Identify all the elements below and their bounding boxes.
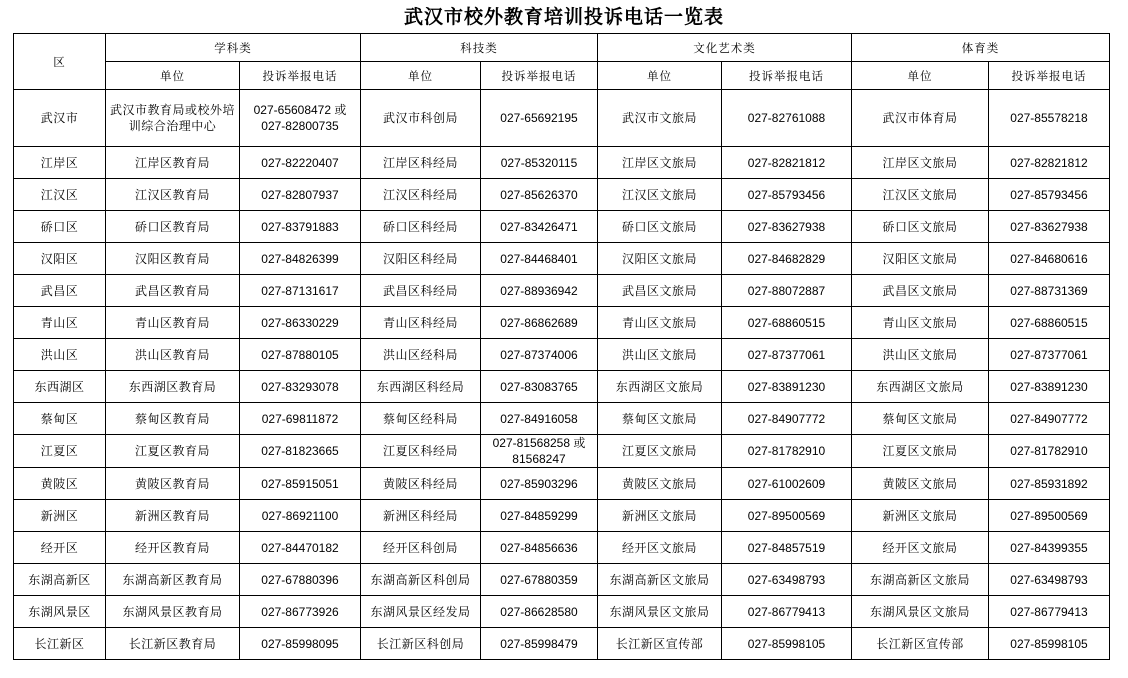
sport-phone-cell: 027-84680616 [989, 243, 1110, 275]
tech-unit-cell: 新洲区科经局 [361, 500, 481, 532]
complaint-phone-table [13, 33, 1110, 660]
district-cell: 江夏区 [14, 435, 106, 468]
subject-phone-cell: 027-82807937 [240, 179, 361, 211]
sport-unit-cell: 洪山区文旅局 [852, 339, 989, 371]
sport-phone-cell: 027-88731369 [989, 275, 1110, 307]
subject-unit-cell: 黄陂区教育局 [106, 468, 240, 500]
tech-phone-cell: 027-65692195 [481, 90, 598, 147]
sport-phone-cell: 027-86779413 [989, 596, 1110, 628]
header-district: 区 [14, 34, 106, 90]
tech-unit-cell: 武汉市科创局 [361, 90, 481, 147]
art-unit-cell: 洪山区文旅局 [598, 339, 722, 371]
table-row [14, 275, 1110, 307]
district-cell: 硚口区 [14, 211, 106, 243]
sport-phone-cell: 027-85998105 [989, 628, 1110, 660]
header-group-subject: 学科类 [106, 34, 361, 62]
table-row [14, 307, 1110, 339]
subject-phone-cell: 027-84470182 [240, 532, 361, 564]
district-cell: 新洲区 [14, 500, 106, 532]
art-phone-cell: 027-61002609 [722, 468, 852, 500]
tech-unit-cell: 江汉区科经局 [361, 179, 481, 211]
tech-unit-cell: 江夏区科经局 [361, 435, 481, 468]
art-phone-cell: 027-81782910 [722, 435, 852, 468]
art-phone-cell: 027-87377061 [722, 339, 852, 371]
art-unit-cell: 蔡甸区文旅局 [598, 403, 722, 435]
tech-unit-cell: 青山区科经局 [361, 307, 481, 339]
table-row [14, 403, 1110, 435]
page-title: 武汉市校外教育培训投诉电话一览表 [403, 6, 724, 28]
sport-phone-cell: 027-84399355 [989, 532, 1110, 564]
art-unit-cell: 硚口区文旅局 [598, 211, 722, 243]
table-row [14, 435, 1110, 468]
tech-unit-cell: 东湖高新区科创局 [361, 564, 481, 596]
tech-unit-cell: 硚口区科经局 [361, 211, 481, 243]
district-cell: 东西湖区 [14, 371, 106, 403]
subject-unit-cell: 长江新区教育局 [106, 628, 240, 660]
tech-phone-cell: 027-85320115 [481, 147, 598, 179]
subject-phone-cell: 027-86921100 [240, 500, 361, 532]
sport-phone-cell: 027-83891230 [989, 371, 1110, 403]
table-row [14, 500, 1110, 532]
subject-unit-cell: 经开区教育局 [106, 532, 240, 564]
tech-phone-cell: 027-84859299 [481, 500, 598, 532]
subject-unit-cell: 武汉市教育局或校外培训综合治理中心 [106, 90, 240, 147]
subject-phone-cell: 027-85998095 [240, 628, 361, 660]
header-phone: 投诉举报电话 [481, 62, 598, 90]
table-row [14, 532, 1110, 564]
table-row [14, 596, 1110, 628]
district-cell: 青山区 [14, 307, 106, 339]
table-row [14, 339, 1110, 371]
header-phone: 投诉举报电话 [989, 62, 1110, 90]
art-phone-cell: 027-86779413 [722, 596, 852, 628]
district-cell: 江岸区 [14, 147, 106, 179]
art-unit-cell: 黄陂区文旅局 [598, 468, 722, 500]
sport-phone-cell: 027-85793456 [989, 179, 1110, 211]
tech-phone-cell: 027-81568258 或 81568247 [481, 435, 598, 468]
tech-phone-cell: 027-86862689 [481, 307, 598, 339]
table-row [14, 211, 1110, 243]
art-unit-cell: 江汉区文旅局 [598, 179, 722, 211]
district-cell: 蔡甸区 [14, 403, 106, 435]
table-row [14, 90, 1110, 147]
subject-unit-cell: 硚口区教育局 [106, 211, 240, 243]
art-phone-cell: 027-84907772 [722, 403, 852, 435]
subject-unit-cell: 武昌区教育局 [106, 275, 240, 307]
subject-unit-cell: 洪山区教育局 [106, 339, 240, 371]
subject-unit-cell: 东西湖区教育局 [106, 371, 240, 403]
subject-unit-cell: 蔡甸区教育局 [106, 403, 240, 435]
sport-unit-cell: 蔡甸区文旅局 [852, 403, 989, 435]
art-phone-cell: 027-84857519 [722, 532, 852, 564]
art-unit-cell: 经开区文旅局 [598, 532, 722, 564]
subject-phone-cell: 027-87880105 [240, 339, 361, 371]
subject-phone-cell: 027-81823665 [240, 435, 361, 468]
district-cell: 洪山区 [14, 339, 106, 371]
header-phone: 投诉举报电话 [240, 62, 361, 90]
tech-unit-cell: 经开区科创局 [361, 532, 481, 564]
subject-phone-cell: 027-87131617 [240, 275, 361, 307]
sport-unit-cell: 江汉区文旅局 [852, 179, 989, 211]
tech-unit-cell: 黄陂区科经局 [361, 468, 481, 500]
sport-unit-cell: 江岸区文旅局 [852, 147, 989, 179]
sport-unit-cell: 东湖风景区文旅局 [852, 596, 989, 628]
subject-phone-cell: 027-65608472 或 027-82800735 [240, 90, 361, 147]
art-unit-cell: 武昌区文旅局 [598, 275, 722, 307]
art-unit-cell: 长江新区宣传部 [598, 628, 722, 660]
art-phone-cell: 027-82761088 [722, 90, 852, 147]
tech-phone-cell: 027-83083765 [481, 371, 598, 403]
art-unit-cell: 汉阳区文旅局 [598, 243, 722, 275]
district-cell: 黄陂区 [14, 468, 106, 500]
tech-phone-cell: 027-86628580 [481, 596, 598, 628]
sport-unit-cell: 汉阳区文旅局 [852, 243, 989, 275]
tech-unit-cell: 汉阳区科经局 [361, 243, 481, 275]
subject-unit-cell: 江岸区教育局 [106, 147, 240, 179]
subject-phone-cell: 027-69811872 [240, 403, 361, 435]
subject-phone-cell: 027-82220407 [240, 147, 361, 179]
art-phone-cell: 027-83891230 [722, 371, 852, 403]
header-group-art: 文化艺术类 [598, 34, 852, 62]
tech-unit-cell: 长江新区科创局 [361, 628, 481, 660]
sport-phone-cell: 027-89500569 [989, 500, 1110, 532]
sport-unit-cell: 黄陂区文旅局 [852, 468, 989, 500]
art-unit-cell: 武汉市文旅局 [598, 90, 722, 147]
art-phone-cell: 027-82821812 [722, 147, 852, 179]
table-row [14, 468, 1110, 500]
subject-phone-cell: 027-85915051 [240, 468, 361, 500]
subject-phone-cell: 027-86330229 [240, 307, 361, 339]
tech-phone-cell: 027-85626370 [481, 179, 598, 211]
tech-phone-cell: 027-85998479 [481, 628, 598, 660]
sport-phone-cell: 027-82821812 [989, 147, 1110, 179]
header-row-groups [14, 34, 1110, 62]
subject-phone-cell: 027-83791883 [240, 211, 361, 243]
tech-unit-cell: 东西湖区科经局 [361, 371, 481, 403]
art-unit-cell: 东西湖区文旅局 [598, 371, 722, 403]
sport-phone-cell: 027-85931892 [989, 468, 1110, 500]
tech-phone-cell: 027-87374006 [481, 339, 598, 371]
header-group-tech: 科技类 [361, 34, 598, 62]
table-row [14, 628, 1110, 660]
art-phone-cell: 027-88072887 [722, 275, 852, 307]
header-unit: 单位 [106, 62, 240, 90]
table-row [14, 147, 1110, 179]
header-unit: 单位 [852, 62, 989, 90]
district-cell: 东湖高新区 [14, 564, 106, 596]
sport-phone-cell: 027-87377061 [989, 339, 1110, 371]
subject-phone-cell: 027-84826399 [240, 243, 361, 275]
subject-unit-cell: 江夏区教育局 [106, 435, 240, 468]
header-group-sport: 体育类 [852, 34, 1110, 62]
subject-unit-cell: 青山区教育局 [106, 307, 240, 339]
table-row [14, 179, 1110, 211]
art-phone-cell: 027-84682829 [722, 243, 852, 275]
art-phone-cell: 027-83627938 [722, 211, 852, 243]
sport-phone-cell: 027-68860515 [989, 307, 1110, 339]
district-cell: 武昌区 [14, 275, 106, 307]
subject-unit-cell: 江汉区教育局 [106, 179, 240, 211]
district-cell: 江汉区 [14, 179, 106, 211]
sport-phone-cell: 027-85578218 [989, 90, 1110, 147]
subject-phone-cell: 027-67880396 [240, 564, 361, 596]
district-cell: 汉阳区 [14, 243, 106, 275]
sport-unit-cell: 武昌区文旅局 [852, 275, 989, 307]
table-row [14, 564, 1110, 596]
district-cell: 武汉市 [14, 90, 106, 147]
art-unit-cell: 江岸区文旅局 [598, 147, 722, 179]
tech-unit-cell: 东湖风景区经发局 [361, 596, 481, 628]
sport-unit-cell: 武汉市体育局 [852, 90, 989, 147]
sport-phone-cell: 027-63498793 [989, 564, 1110, 596]
subject-phone-cell: 027-86773926 [240, 596, 361, 628]
subject-unit-cell: 东湖高新区教育局 [106, 564, 240, 596]
sport-unit-cell: 江夏区文旅局 [852, 435, 989, 468]
sport-unit-cell: 青山区文旅局 [852, 307, 989, 339]
art-phone-cell: 027-85793456 [722, 179, 852, 211]
tech-phone-cell: 027-84916058 [481, 403, 598, 435]
sport-phone-cell: 027-83627938 [989, 211, 1110, 243]
art-phone-cell: 027-89500569 [722, 500, 852, 532]
sport-phone-cell: 027-84907772 [989, 403, 1110, 435]
subject-unit-cell: 东湖风景区教育局 [106, 596, 240, 628]
table-row [14, 243, 1110, 275]
art-unit-cell: 青山区文旅局 [598, 307, 722, 339]
sport-unit-cell: 长江新区宣传部 [852, 628, 989, 660]
art-unit-cell: 江夏区文旅局 [598, 435, 722, 468]
tech-unit-cell: 蔡甸区经科局 [361, 403, 481, 435]
subject-unit-cell: 汉阳区教育局 [106, 243, 240, 275]
tech-phone-cell: 027-83426471 [481, 211, 598, 243]
art-phone-cell: 027-68860515 [722, 307, 852, 339]
art-phone-cell: 027-63498793 [722, 564, 852, 596]
tech-phone-cell: 027-67880359 [481, 564, 598, 596]
tech-phone-cell: 027-84468401 [481, 243, 598, 275]
tech-phone-cell: 027-88936942 [481, 275, 598, 307]
tech-unit-cell: 江岸区科经局 [361, 147, 481, 179]
subject-unit-cell: 新洲区教育局 [106, 500, 240, 532]
sport-unit-cell: 新洲区文旅局 [852, 500, 989, 532]
header-unit: 单位 [598, 62, 722, 90]
art-unit-cell: 东湖风景区文旅局 [598, 596, 722, 628]
sport-unit-cell: 东湖高新区文旅局 [852, 564, 989, 596]
district-cell: 东湖风景区 [14, 596, 106, 628]
header-unit: 单位 [361, 62, 481, 90]
tech-phone-cell: 027-84856636 [481, 532, 598, 564]
art-unit-cell: 新洲区文旅局 [598, 500, 722, 532]
tech-unit-cell: 洪山区经科局 [361, 339, 481, 371]
header-phone: 投诉举报电话 [722, 62, 852, 90]
header-row-columns [14, 62, 1110, 90]
art-unit-cell: 东湖高新区文旅局 [598, 564, 722, 596]
sport-unit-cell: 东西湖区文旅局 [852, 371, 989, 403]
sport-unit-cell: 经开区文旅局 [852, 532, 989, 564]
subject-phone-cell: 027-83293078 [240, 371, 361, 403]
art-phone-cell: 027-85998105 [722, 628, 852, 660]
tech-unit-cell: 武昌区科经局 [361, 275, 481, 307]
tech-phone-cell: 027-85903296 [481, 468, 598, 500]
district-cell: 经开区 [14, 532, 106, 564]
district-cell: 长江新区 [14, 628, 106, 660]
sport-phone-cell: 027-81782910 [989, 435, 1110, 468]
table-row [14, 371, 1110, 403]
sport-unit-cell: 硚口区文旅局 [852, 211, 989, 243]
